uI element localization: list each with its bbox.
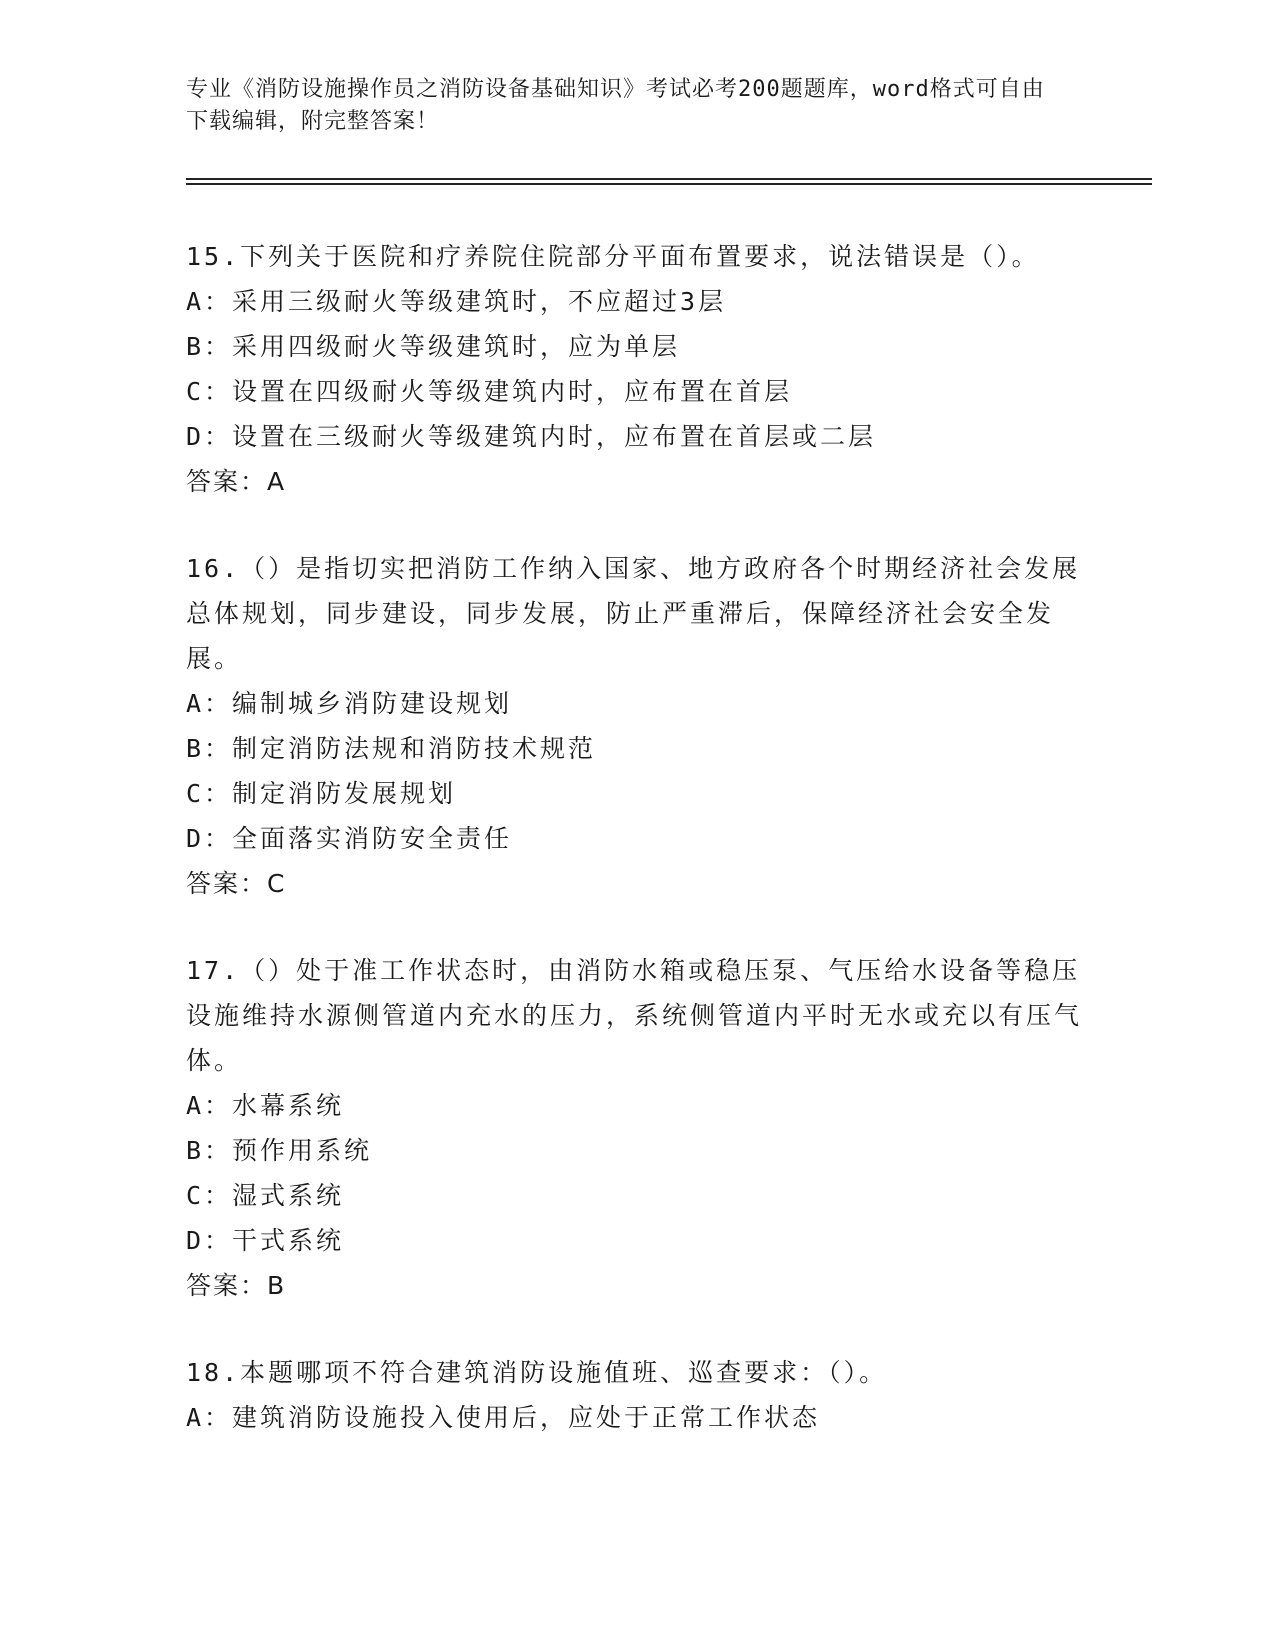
option-c: C：设置在四级耐火等级建筑内时，应布置在首层 <box>186 377 793 406</box>
option-b: B：预作用系统 <box>186 1136 373 1165</box>
question-16 <box>186 546 1086 906</box>
question-text: 15.下列关于医院和疗养院住院部分平面布置要求，说法错误是（）。 <box>186 242 1040 271</box>
question-text: 18.本题哪项不符合建筑消防设施值班、巡查要求：（）。 <box>186 1358 888 1387</box>
answer: 答案：B <box>186 1271 287 1300</box>
answer: 答案：C <box>186 869 287 898</box>
question-text: 16.（）是指切实把消防工作纳入国家、地方政府各个时期经济社会发展总体规划，同步建设，同步发展，防止严重滞后，保障经济社会安全发展。 <box>186 554 1081 673</box>
question-text: 17.（）处于准工作状态时，由消防水箱或稳压泵、气压给水设备等稳压设施维持水源侧管道内充水的压力，系统侧管道内平时无水或充以有压气体。 <box>186 956 1083 1075</box>
question-18 <box>186 1350 1086 1440</box>
document-header: 专业《消防设施操作员之消防设备基础知识》考试必考200题题库，word格式可自由下载编辑，附完整答案！ <box>186 77 1045 134</box>
question-15 <box>186 234 1086 504</box>
option-a: A：水幕系统 <box>186 1091 345 1120</box>
question-list <box>186 234 1086 1482</box>
option-a: A：采用三级耐火等级建筑时，不应超过3层 <box>186 287 727 316</box>
question-17 <box>186 948 1086 1308</box>
answer: 答案：A <box>186 467 287 496</box>
option-d: D：全面落实消防安全责任 <box>186 824 513 853</box>
option-d: D：设置在三级耐火等级建筑内时，应布置在首层或二层 <box>186 422 877 451</box>
option-a: A：建筑消防设施投入使用后，应处于正常工作状态 <box>186 1403 821 1432</box>
header-divider-top <box>186 178 1152 180</box>
option-a: A：编制城乡消防建设规划 <box>186 689 513 718</box>
option-b: B：制定消防法规和消防技术规范 <box>186 734 597 763</box>
option-c: C：制定消防发展规划 <box>186 779 457 808</box>
option-d: D：干式系统 <box>186 1226 345 1255</box>
option-c: C：湿式系统 <box>186 1181 345 1210</box>
header-divider-bottom <box>186 183 1152 185</box>
option-b: B：采用四级耐火等级建筑时，应为单层 <box>186 332 681 361</box>
